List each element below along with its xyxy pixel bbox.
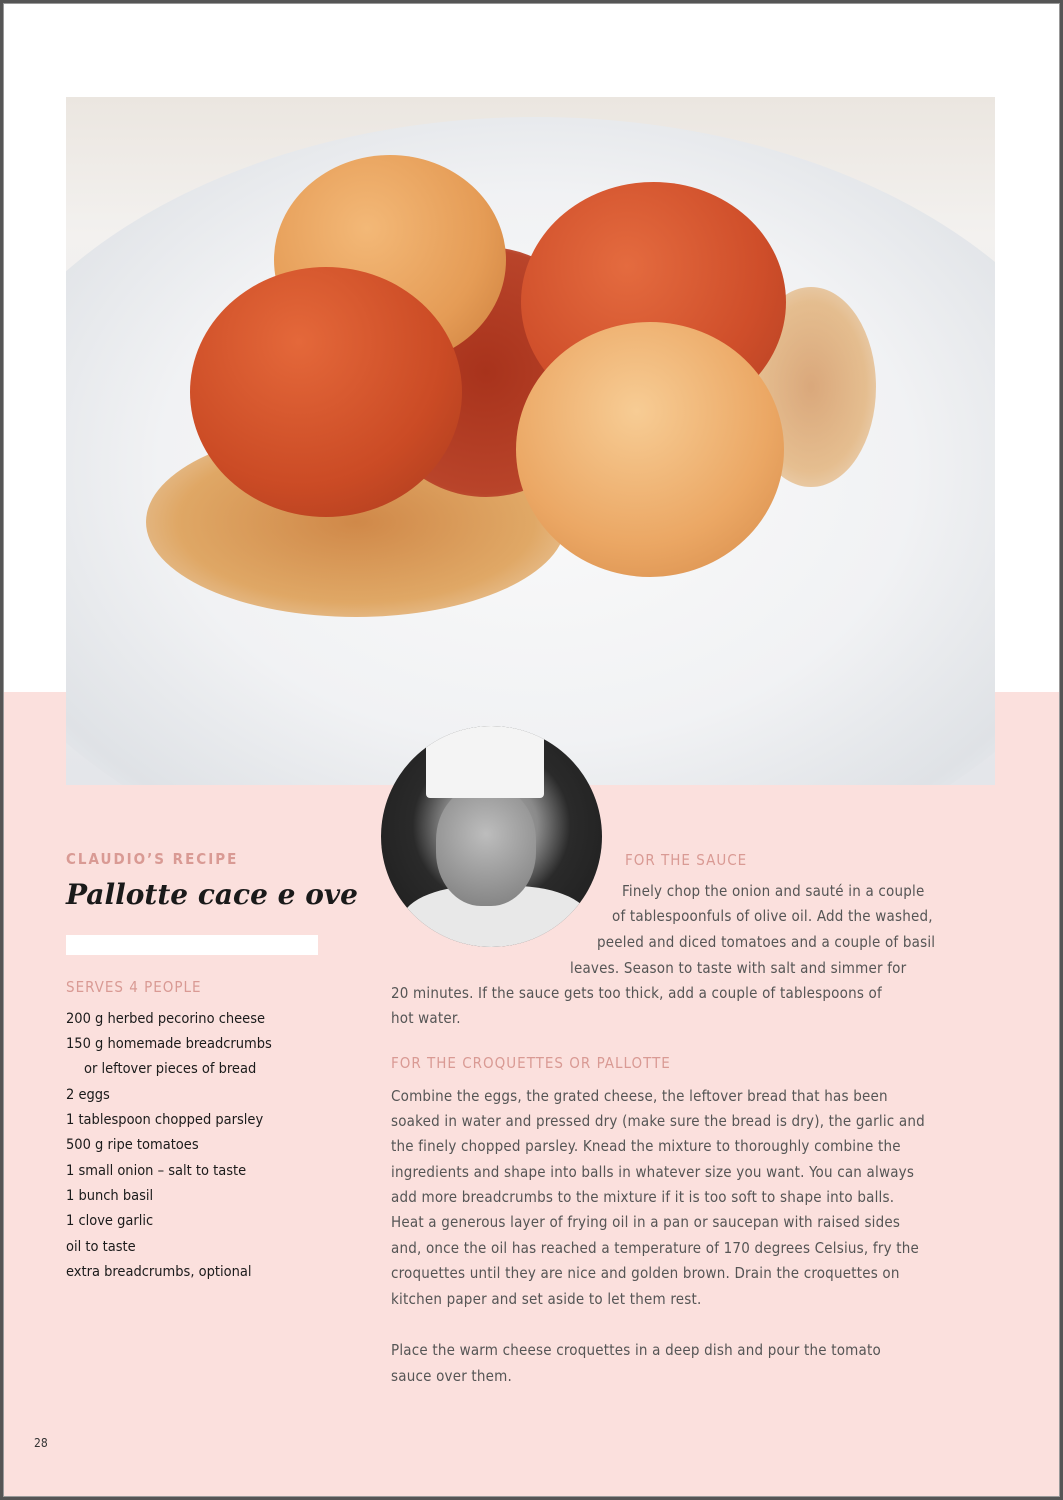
croquettes-text-line: add more breadcrumbs to the mixture if it is too soft to shape into balls. [391,1188,895,1206]
recipe-title: Pallotte cace e ove [66,878,358,911]
croquettes-text-line: the finely chopped parsley. Knead the mixture to thoroughly combine the [391,1137,901,1155]
sauce-text-line: of tablespoonfuls of olive oil. Add the washed, [612,907,933,925]
ingredient: 200 g herbed pecorino cheese [66,1011,266,1027]
ingredient: 2 eggs [66,1087,110,1103]
croquette [516,322,784,577]
ingredient: 150 g homemade breadcrumbs [66,1036,272,1052]
croquettes-text-line: Combine the eggs, the grated cheese, the leftover bread that has been [391,1087,888,1105]
croquettes-text-line: croquettes until they are nice and golden brown. Drain the croquettes on [391,1264,900,1282]
croquette [190,267,462,517]
sauce-text-line: 20 minutes. If the sauce gets too thick, add a couple of tablespoons of [391,984,882,1002]
sauce-text-line: hot water. [391,1009,461,1027]
ingredient: 1 bunch basil [66,1188,154,1204]
ingredient: extra breadcrumbs, optional [66,1264,252,1280]
sauce-heading: FOR THE SAUCE [625,851,748,869]
croquettes-text-line: Heat a generous layer of frying oil in a pan or saucepan with raised sides [391,1213,901,1231]
sauce-text-line: leaves. Season to taste with salt and simmer for [570,959,907,977]
title-underline-bar [66,935,318,955]
croquettes-text-line: soaked in water and pressed dry (make sure the bread is dry), the garlic and [391,1112,925,1130]
dish-photo [66,97,995,785]
croquettes-heading: FOR THE CROQUETTES OR PALLOTTE [391,1054,671,1072]
page-number: 28 [34,1436,48,1450]
ingredient: 500 g ripe tomatoes [66,1137,199,1153]
ingredient: oil to taste [66,1239,136,1255]
ingredient: or leftover pieces of bread [84,1061,257,1077]
sauce-text-line: peeled and diced tomatoes and a couple of basil [597,933,936,951]
croquettes-text-line: ingredients and shape into balls in whatever size you want. You can always [391,1163,915,1181]
recipe-kicker: CLAUDIO’S RECIPE [66,850,239,868]
croquettes-text-line: and, once the oil has reached a temperature of 170 degrees Celsius, fry the [391,1239,919,1257]
chef-portrait [381,726,602,947]
serving-text-line: Place the warm cheese croquettes in a deep dish and pour the tomato [391,1341,881,1359]
serving-text-line: sauce over them. [391,1367,513,1385]
croquettes-text-line: kitchen paper and set aside to let them rest. [391,1290,702,1308]
ingredient: 1 clove garlic [66,1213,154,1229]
sauce-text-line: Finely chop the onion and sauté in a couple [622,882,925,900]
serves-label: SERVES 4 PEOPLE [66,978,202,996]
ingredient: 1 small onion – salt to taste [66,1163,247,1179]
ingredient: 1 tablespoon chopped parsley [66,1112,264,1128]
